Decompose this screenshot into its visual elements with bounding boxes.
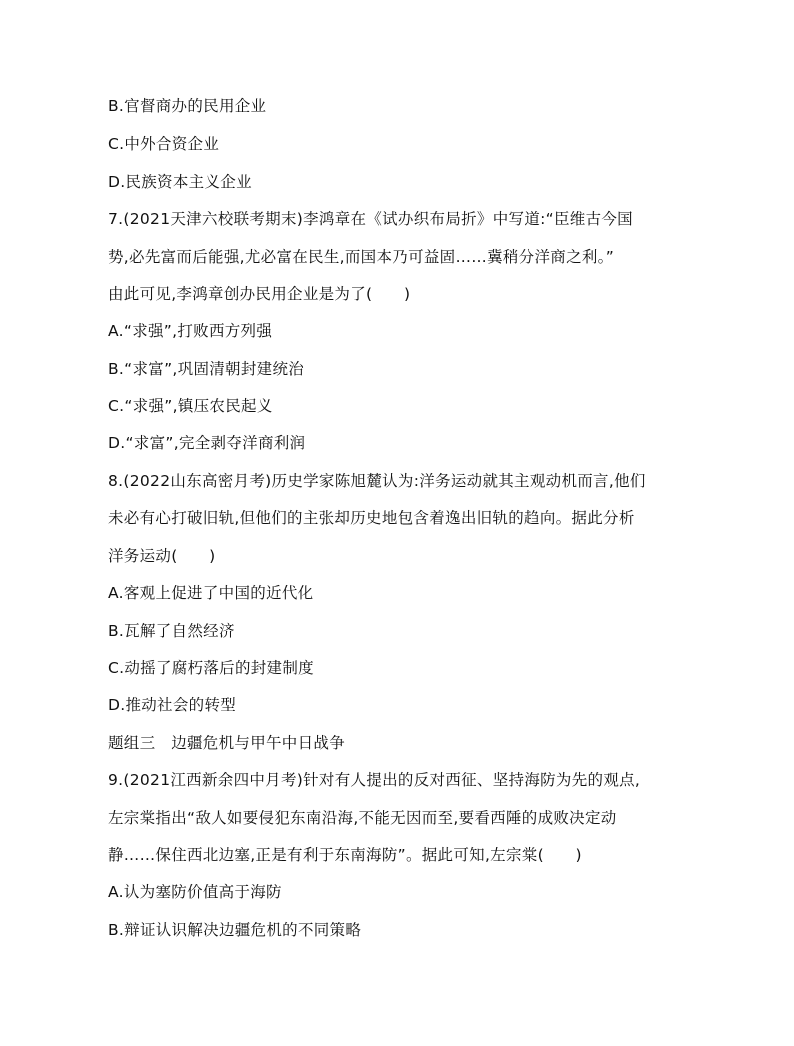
option-c-q8: C.动摇了腐朽落后的封建制度	[108, 659, 314, 677]
option-d-q8: D.推动社会的转型	[108, 696, 237, 714]
section-heading: 题组三 边疆危机与甲午中日战争	[108, 734, 346, 752]
question-8-line-2: 未必有心打破旧轨,但他们的主张却历史地包含着逸出旧轨的趋向。据此分析	[108, 509, 635, 527]
option-b-q7: B.“求富”,巩固清朝封建统治	[108, 360, 305, 378]
question-9-line-2: 左宗棠指出“敌人如要侵犯东南沿海,不能无因而至,要看西陲的成败决定动	[108, 809, 617, 827]
option-b-q8: B.瓦解了自然经济	[108, 622, 235, 640]
question-8-line-3: 洋务运动( )	[108, 547, 216, 565]
option-c-q7: C.“求强”,镇压农民起义	[108, 397, 273, 415]
option-d-q7: D.“求富”,完全剥夺洋商利润	[108, 434, 306, 452]
question-7-line-1: 7.(2021天津六校联考期末)李鸿章在《试办织布局折》中写道:“臣维古今国	[108, 210, 633, 228]
option-a-q9: A.认为塞防价值高于海防	[108, 883, 282, 901]
option-b-q9: B.辩证认识解决边疆危机的不同策略	[108, 921, 362, 939]
option-c-q6: C.中外合资企业	[108, 135, 220, 153]
option-a-q7: A.“求强”,打败西方列强	[108, 322, 273, 340]
option-a-q8: A.客观上促进了中国的近代化	[108, 584, 314, 602]
question-7-line-2: 势,必先富而后能强,尤必富在民生,而国本乃可益固……冀稍分洋商之利。”	[108, 248, 615, 266]
question-9-line-1: 9.(2021江西新余四中月考)针对有人提出的反对西征、坚持海防为先的观点,	[108, 771, 641, 789]
question-9-line-3: 静……保住西北边塞,正是有利于东南海防”。据此可知,左宗棠( )	[108, 846, 582, 864]
question-7-line-3: 由此可见,李鸿章创办民用企业是为了( )	[108, 285, 411, 303]
question-8-line-1: 8.(2022山东高密月考)历史学家陈旭麓认为:洋务运动就其主观动机而言,他们	[108, 472, 646, 490]
option-b-q6: B.官督商办的民用企业	[108, 97, 267, 115]
option-d-q6: D.民族资本主义企业	[108, 173, 252, 191]
